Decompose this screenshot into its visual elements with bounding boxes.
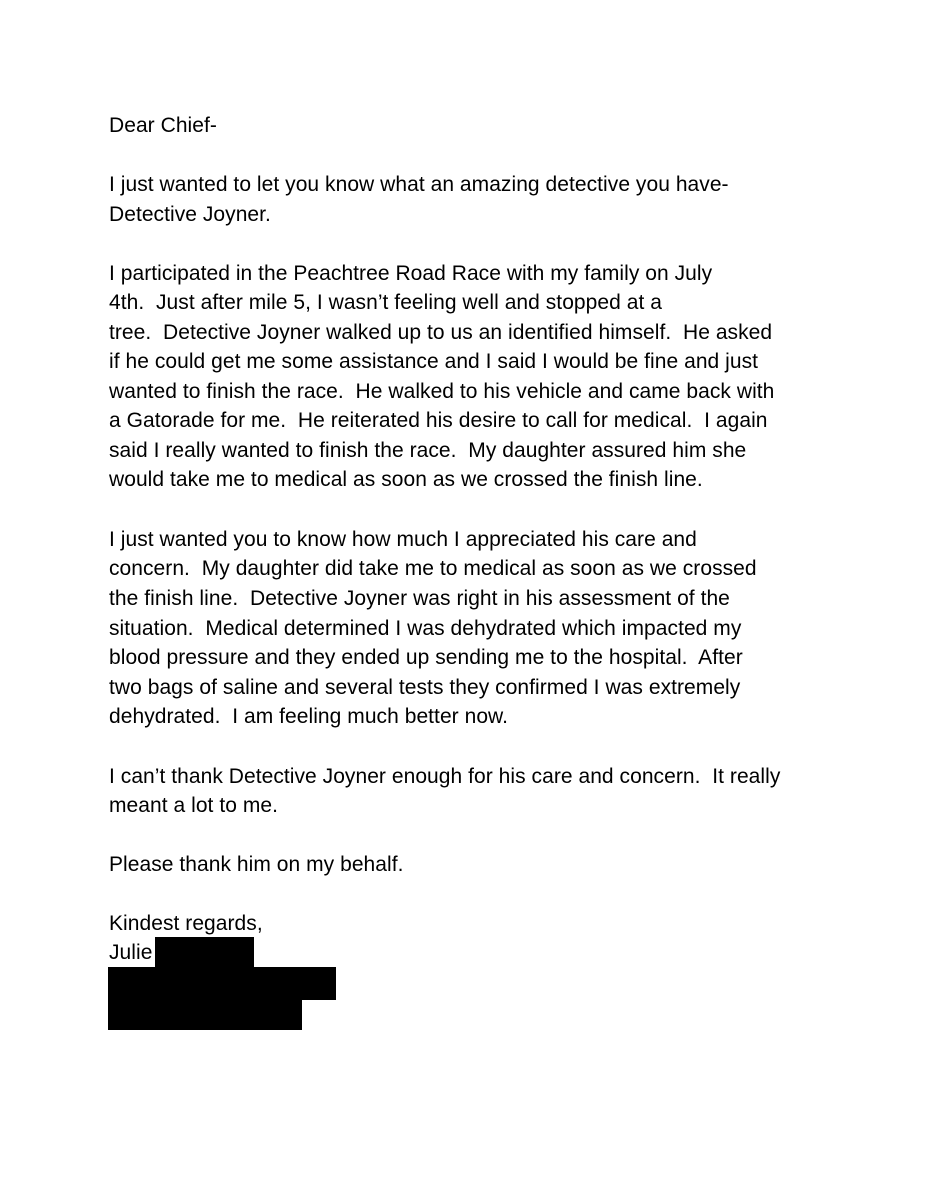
paragraph-3-line: dehydrated. I am feeling much better now.	[109, 705, 508, 728]
paragraph-4-line: I can’t thank Detective Joyner enough for his care and concern. It really	[109, 765, 781, 788]
paragraph-3-line: concern. My daughter did take me to medical as soon as we crossed	[109, 557, 757, 580]
paragraph-3-line: blood pressure and they ended up sending me to the hospital. After	[109, 646, 743, 669]
paragraph-3-line: two bags of saline and several tests they confirmed I was extremely	[109, 676, 741, 699]
paragraph-2-line: wanted to finish the race. He walked to his vehicle and came back with	[109, 380, 775, 403]
paragraph-2-line: 4th. Just after mile 5, I wasn’t feeling well and stopped at a	[109, 291, 662, 314]
paragraph-2-line: if he could get me some assistance and I said I would be fine and just	[109, 350, 759, 373]
paragraph-5: Please thank him on my behalf.	[109, 853, 404, 876]
paragraph-2-line: said I really wanted to finish the race. My daughter assured him she	[109, 439, 747, 462]
paragraph-3-line: the finish line. Detective Joyner was right in his assessment of the	[109, 587, 730, 610]
paragraph-1-line: Detective Joyner.	[109, 203, 271, 226]
paragraph-2-line: tree. Detective Joyner walked up to us an identified himself. He asked	[109, 321, 773, 344]
paragraph-4-line: meant a lot to me.	[109, 794, 278, 817]
paragraph-2-line: I participated in the Peachtree Road Race with my family on July	[109, 262, 713, 285]
salutation: Dear Chief-	[109, 114, 217, 137]
redaction-bar	[155, 937, 254, 968]
paragraph-2-line: a Gatorade for me. He reiterated his desire to call for medical. I again	[109, 409, 768, 432]
paragraph-3-line: I just wanted you to know how much I appreciated his care and	[109, 528, 697, 551]
paragraph-1-line: I just wanted to let you know what an amazing detective you have-	[109, 173, 729, 196]
paragraph-2-line: would take me to medical as soon as we crossed the finish line.	[109, 468, 703, 491]
redaction-bar	[108, 999, 302, 1030]
paragraph-3-line: situation. Medical determined I was dehydrated which impacted my	[109, 617, 742, 640]
redaction-bar	[108, 967, 336, 1000]
signature-first-name: Julie	[109, 941, 153, 964]
closing: Kindest regards,	[109, 912, 263, 935]
